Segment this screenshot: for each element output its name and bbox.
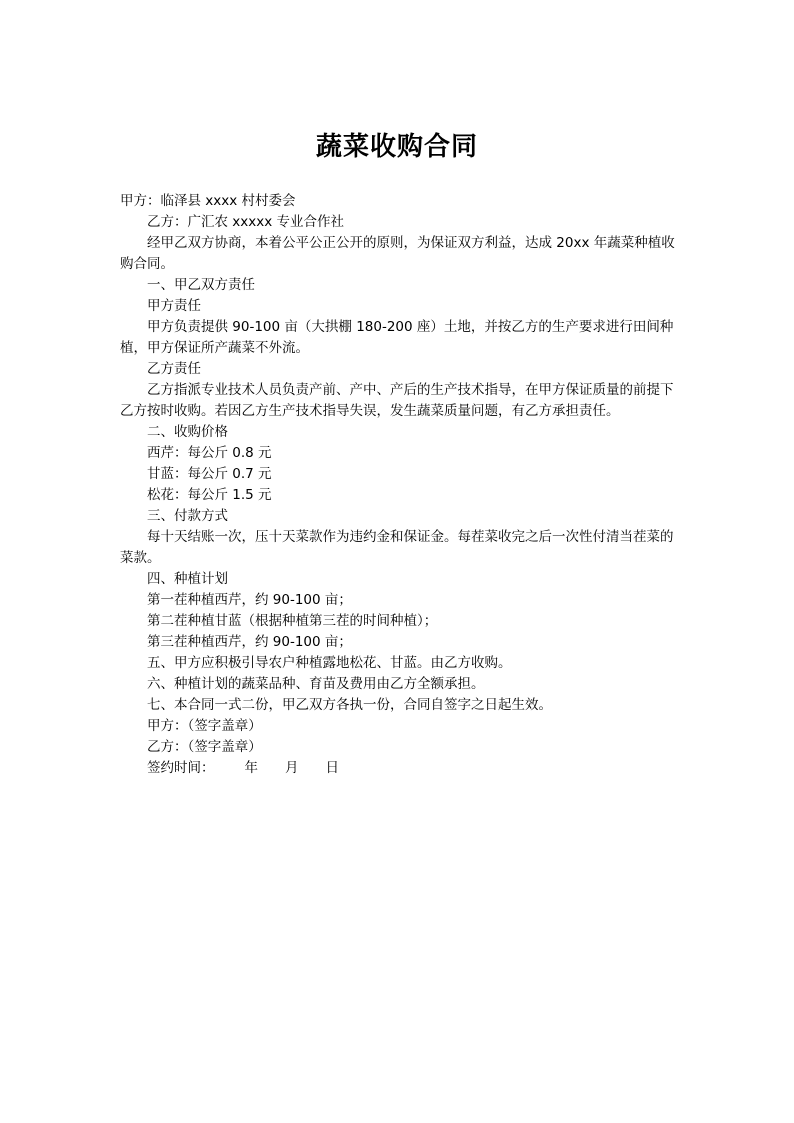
party-b-line: 乙方：广汇农 xxxxx 专业合作社 [147,214,345,230]
document-title: 蔬菜收购合同 [315,132,478,162]
signing-date-label: 签约时间： [147,760,215,776]
section-3-heading: 三、付款方式 [147,508,228,524]
payment-paragraph: 每十天结账一次，压十天菜款作为违约金和保证金。每茬菜收完之后一次性付清当茬菜的菜款。 [120,529,674,566]
contract-body [120,191,680,779]
party-b-duty-heading: 乙方责任 [147,361,201,377]
price-cauliflower: 松花：每公斤 1.5 元 [147,487,272,503]
plan-first-crop: 第一茬种植西芹，约 90-100 亩； [147,592,352,608]
signing-date-line [120,758,680,779]
section-7-line: 七、本合同一式二份，甲乙双方各执一份，合同自签字之日起生效。 [147,697,552,713]
signature-party-a: 甲方：（签字盖章） [147,718,262,734]
signing-day: 日 [325,760,339,776]
plan-third-crop: 第三茬种植西芹，约 90-100 亩； [147,634,352,650]
signing-year: 年 [244,760,258,776]
price-celery: 西芹：每公斤 0.8 元 [147,445,272,461]
section-1-heading: 一、甲乙双方责任 [147,277,255,293]
intro-paragraph: 经甲乙双方协商，本着公平公正公开的原则，为保证双方利益，达成 20xx 年蔬菜种植收购合同。 [120,235,675,272]
party-a-line: 甲方：临泽县 xxxx 村村委会 [120,193,296,209]
plan-second-crop: 第二茬种植甘蓝（根据种植第三茬的时间种植）； [147,613,438,629]
section-2-heading: 二、收购价格 [147,424,228,440]
price-cabbage: 甘蓝：每公斤 0.7 元 [147,466,272,482]
party-b-duty-paragraph: 乙方指派专业技术人员负责产前、产中、产后的生产技术指导，在甲方保证质量的前提下乙方按时收购。若因乙方生产技术指导失误，发生蔬菜质量问题，有乙方承担责任。 [120,382,674,419]
party-a-duty-paragraph: 甲方负责提供 90-100 亩（大拱棚 180-200 座）土地，并按乙方的生产要求进行田间种植，甲方保证所产蔬菜不外流。 [120,319,674,356]
section-6-line: 六、种植计划的蔬菜品种、育苗及费用由乙方全额承担。 [147,676,485,692]
signing-month: 月 [285,760,299,776]
section-5-line: 五、甲方应积极引导农户种植露地松花、甘蓝。由乙方收购。 [147,655,512,671]
party-a-duty-heading: 甲方责任 [147,298,201,314]
signature-party-b: 乙方：（签字盖章） [147,739,262,755]
section-4-heading: 四、种植计划 [147,571,228,587]
